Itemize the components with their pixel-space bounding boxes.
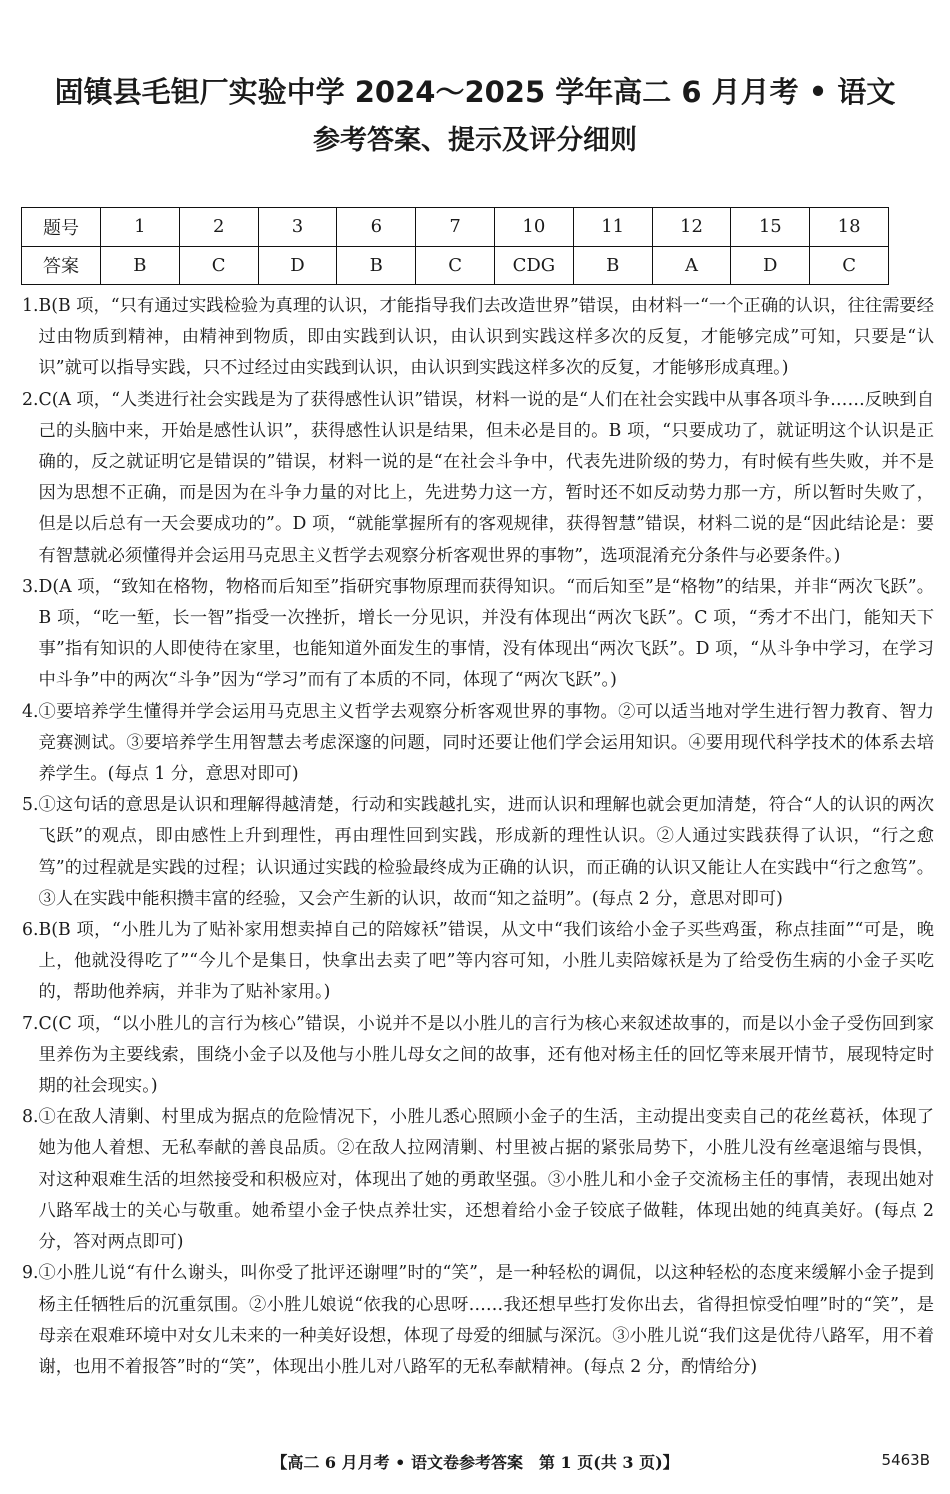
answer-cell: D	[731, 246, 810, 285]
item-text: ①小胜儿说“有什么谢头，叫你受了批评还谢哩”时的“笑”，是一种轻松的调侃，以这种轻松的态度来缓解小金子提到杨主任牺牲后的沉重氛围。②小胜儿娘说“依我的心思呀……我还想早些打发你出去，省得担惊受怕哩”时的“笑”，是母亲在艰难环境中对女儿未来的一种美好设想，体现了母爱的细腻与深沉。③小胜儿说“我们这是优待八路军，用不着谢，也用不着报答”时的“笑”，体现出小胜儿对八路军的无私奉献精神。(每点 2 分，酌情给分)	[38, 1263, 934, 1377]
item-number: 2.	[22, 389, 39, 410]
document-code: 5463B	[881, 1451, 930, 1469]
item-number: 8.	[22, 1107, 39, 1128]
item-number: 6.	[22, 920, 39, 941]
answer-item-3	[22, 572, 934, 697]
question-number: 7	[416, 208, 495, 247]
item-text: C(C 项，“以小胜儿的言行为核心”错误，小说并不是以小胜儿的言行为核心来叙述故事的，而是以小金子受伤回到家里养伤为主要线索，围绕小金子以及他与小胜儿母女之间的故事，还有他对杨主任的回忆等来展开情节，展现特定时期的社会现实。)	[38, 1013, 934, 1097]
item-number: 9.	[22, 1263, 39, 1284]
answer-cell: B	[337, 246, 416, 285]
answer-cell: C	[179, 246, 258, 285]
answer-row	[22, 246, 889, 285]
item-text: D(A 项，“致知在格物，物格而后知至”指研究事物原理而获得知识。“而后知至”是“格物”的结果，并非“两次飞跃”。B 项，“吃一堑，长一智”指受一次挫折，增长一分见识，并没有体现出“两次飞跃”。C 项，“秀才不出门，能知天下事”指有知识的人即使待在家里，也能知道外面发生的事情，没有体现出“两次飞跃”。D 项，“从斗争中学习，在学习中斗争”中的两次“斗争”因为“学习”而有了本质的不同，体现了“两次飞跃”。)	[38, 576, 934, 691]
answer-item-2	[22, 385, 934, 572]
item-number: 7.	[22, 1013, 39, 1034]
answer-cell: B	[101, 246, 180, 285]
item-text: ①要培养学生懂得并学会运用马克思主义哲学去观察分析客观世界的事物。②可以适当地对学生进行智力教育、智力竞赛测试。③要培养学生用智慧去考虑深邃的问题，同时还要让他们学会运用知识。④要用现代科学技术的体系去培养学生。(每点 1 分，意思对即可)	[38, 701, 934, 785]
page-footer: 【高二 6 月月考 • 语文卷参考答案 第 1 页(共 3 页)】	[271, 1453, 679, 1472]
answer-cell: C	[416, 246, 495, 285]
item-number: 4.	[22, 701, 39, 722]
row-label-answer: 答案	[22, 246, 101, 285]
answer-item-9	[22, 1258, 934, 1383]
item-text: ①在敌人清剿、村里成为据点的危险情况下，小胜儿悉心照顾小金子的生活，主动提出变卖自己的花丝葛袄，体现了她为他人着想、无私奉献的善良品质。②在敌人拉网清剿、村里被占据的紧张局势下，小胜儿没有丝毫退缩与畏惧，对这种艰难生活的坦然接受和积极应对，体现出了她的勇敢坚强。③小胜儿和小金子交流杨主任的事情，表现出她对八路军战士的关心与敬重。她希望小金子快点养壮实，还想着给小金子铰底子做鞋，体现出她的纯真美好。(每点 2 分，答对两点即可)	[38, 1107, 934, 1253]
answer-cell: C	[810, 246, 889, 285]
item-text: B(B 项，“小胜儿为了贴补家用想卖掉自己的陪嫁袄”错误，从文中“我们该给小金子买些鸡蛋，称点挂面”“可是，晚上，他就没得吃了”“今儿个是集日，快拿出去卖了吧”等内容可知，小胜儿卖陪嫁袄是为了给受伤生病的小金子买吃的，帮助他养病，并非为了贴补家用。)	[38, 920, 934, 1003]
item-text: ①这句话的意思是认识和理解得越清楚，行动和实践越扎实，进而认识和理解也就会更加清楚，符合“人的认识的两次飞跃”的观点，即由感性上升到理性，再由理性回到实践，形成新的理性认识。②人通过实践获得了认识，“行之愈笃”的过程就是实践的过程；认识通过实践的检验最终成为正确的认识，而正确的认识又能让人在实践中“行之愈笃”。③人在实践中能积攒丰富的经验，又会产生新的认识，故而“知之益明”。(每点 2 分，意思对即可)	[38, 795, 934, 909]
item-text: C(A 项，“人类进行社会实践是为了获得感性认识”错误，材料一说的是“人们在社会实践中从事各项斗争……反映到自己的头脑中来，开始是感性认识”，获得感性认识是结果，但未必是目的。B 项，“只要成功了，就证明这个认识是正确的，反之就证明它是错误的”错误，材料一说的是“在社会斗争中，代表先进阶级的势力，有时候有些失败，并不是因为思想不正确，而是因为在斗争力量的对比上，先进势力这一方，暂时还不如反动势力那一方，所以暂时失败了，但是以后总有一天会要成功的”。D 项，“就能掌握所有的客观规律，获得智慧”错误，材料二说的是“因此结论是：要有智慧就必须懂得并会运用马克思主义哲学去观察分析客观世界的事物”，选项混淆充分条件与必要条件。)	[38, 389, 934, 566]
answer-cell: B	[573, 246, 652, 285]
question-number: 3	[258, 208, 337, 247]
question-number: 12	[652, 208, 731, 247]
answer-item-8	[22, 1102, 934, 1258]
answer-cell: D	[258, 246, 337, 285]
question-number: 10	[494, 208, 573, 247]
item-number: 1.	[22, 296, 39, 316]
question-number: 18	[810, 208, 889, 247]
question-number-row	[22, 208, 889, 247]
question-number: 1	[101, 208, 180, 247]
page-subtitle: 参考答案、提示及评分细则	[313, 125, 637, 156]
question-number: 6	[337, 208, 416, 247]
answer-item-7	[22, 1009, 934, 1103]
item-text: B(B 项，“只有通过实践检验为真理的认识，才能指导我们去改造世界”错误，由材料一“一个正确的认识，往往需要经过由物质到精神，由精神到物质，即由实践到认识，由认识到实践这样多次的反复，才能够完成”可知，只要是“认识”就可以指导实践，只不过经过由实践到认识，由认识到实践这样多次的反复，才能够形成真理。)	[38, 296, 934, 379]
answer-item-1	[22, 291, 934, 385]
item-number: 3.	[22, 576, 39, 597]
item-number: 5.	[22, 795, 39, 816]
answer-item-5	[22, 790, 934, 915]
answer-item-6	[22, 915, 934, 1009]
page-title: 固镇县毛钽厂实验中学 2024～2025 学年高二 6 月月考 • 语文	[54, 75, 896, 109]
answer-explanations	[22, 291, 934, 1383]
answer-table	[21, 207, 889, 285]
answer-cell: A	[652, 246, 731, 285]
question-number: 15	[731, 208, 810, 247]
question-number: 11	[573, 208, 652, 247]
row-label-question: 题号	[22, 208, 101, 247]
question-number: 2	[179, 208, 258, 247]
answer-item-4	[22, 697, 934, 791]
answer-cell: CDG	[494, 246, 573, 285]
